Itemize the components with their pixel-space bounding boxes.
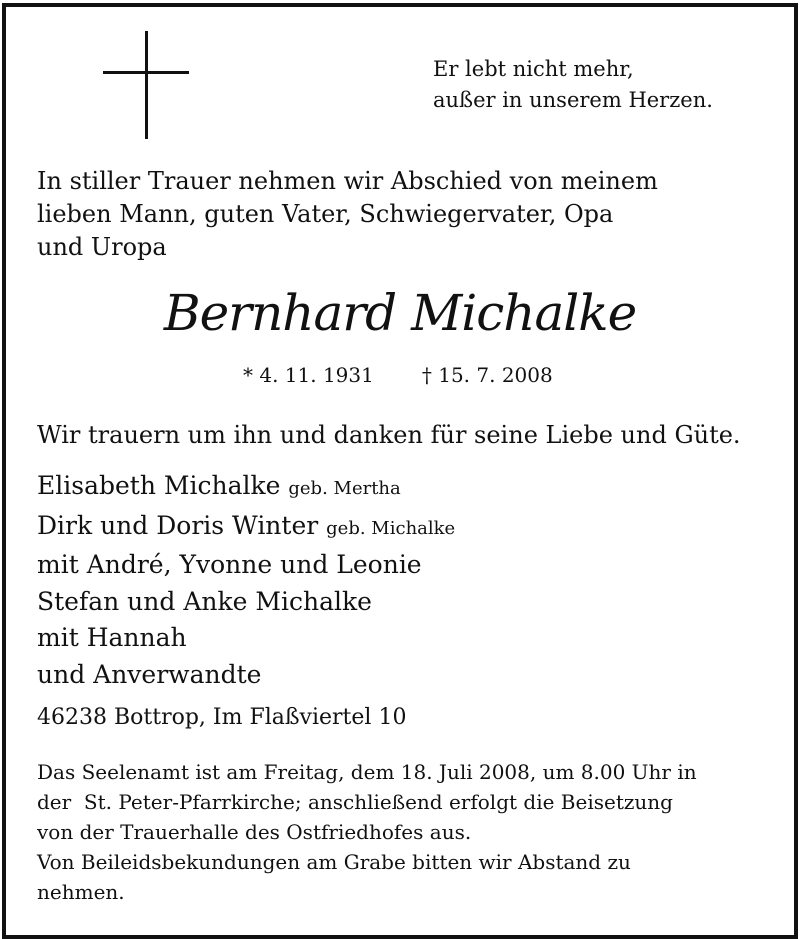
mourner-name: Stefan und Anke Michalke [37,586,372,616]
family-address: 46238 Bottrop, Im Flaßviertel 10 [37,705,407,730]
mourners-list [37,468,455,693]
notice-line: der St. Peter-Pfarrkirche; anschließend erfolgt die Beisetzung [37,790,673,814]
motto-quote [433,54,713,116]
mourner-nee: geb. Mertha [288,478,401,499]
mourner-row [37,620,455,657]
cross-icon [103,31,189,139]
thanks-line: Wir trauern um ihn und danken für seine Liebe und Güte. [37,421,741,449]
motto-line: außer in unserem Herzen. [433,88,713,112]
mourner-name: mit Hannah [37,623,187,652]
mourner-row [37,508,455,548]
mourner-name: Dirk und Doris Winter [37,510,319,540]
mourner-name: und Anverwandte [37,659,262,689]
mourner-row [37,657,455,694]
notice-line: nehmen. [37,880,125,904]
intro-line: In stiller Trauer nehmen wir Abschied von meinem [37,167,658,195]
life-dates [243,363,553,387]
intro-line: und Uropa [37,233,167,261]
notice-line: von der Trauerhalle des Ostfriedhofes aus. [37,820,472,844]
notice-line: Von Beileidsbekundungen am Grabe bitten wir Abstand zu [37,850,631,874]
notice-line: Das Seelenamt ist am Freitag, dem 18. Juli 2008, um 8.00 Uhr in [37,760,697,784]
service-notice [37,757,777,907]
mourner-name: Elisabeth Michalke [37,471,281,500]
birth-date: * 4. 11. 1931 [243,363,374,387]
motto-line: Er lebt nicht mehr, [433,57,634,81]
death-date: † 15. 7. 2008 [421,363,553,387]
mourner-row [37,547,455,584]
deceased-name: Bernhard Michalke [163,284,637,342]
mourner-nee: geb. Michalke [326,517,456,539]
mourner-row [37,584,455,621]
intro-line: lieben Mann, guten Vater, Schwiegervater, Opa [37,200,614,228]
mourner-name: mit André, Yvonne und Leonie [37,550,422,579]
mourner-row [37,468,455,508]
intro-text [37,165,737,264]
